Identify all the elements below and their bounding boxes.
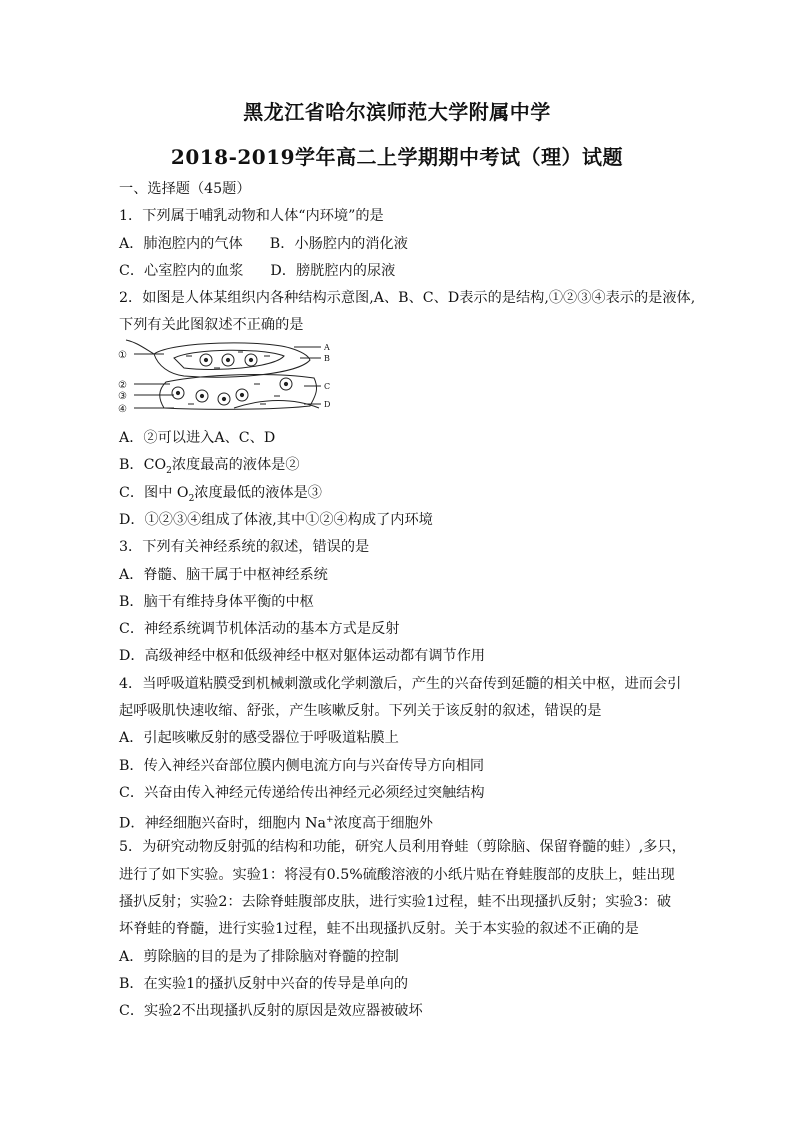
q5-option-c: C．实验2不出现搔扒反射的原因是效应器被破坏	[119, 1003, 423, 1019]
q4-stem-line2: 起呼吸肌快速收缩、舒张，产生咳嗽反射。下列关于该反射的叙述，错误的是	[119, 703, 602, 719]
q4-option-b: B．传入神经兴奋部位膜内侧电流方向与兴奋传导方向相同	[119, 758, 485, 774]
q3-stem: 3．下列有关神经系统的叙述，错误的是	[119, 539, 370, 555]
label-fluid-1: ①	[118, 350, 127, 361]
q3-option-d: D．高级神经中枢和低级神经中枢对躯体运动都有调节作用	[119, 648, 486, 664]
label-fluid-4: ④	[118, 404, 127, 415]
q2-option-d: D．①②③④组成了体液,其中①②④构成了内环境	[119, 512, 433, 528]
q3-option-a: A．脊髓、脑干属于中枢神经系统	[119, 567, 328, 583]
q2-option-a: A．②可以进入A、C、D	[119, 430, 276, 446]
label-structure-b: B	[324, 354, 330, 363]
q5-stem-line3: 搔扒反射；实验2：去除脊蛙腹部皮肤，进行实验1过程，蛙不出现搔扒反射；实验3：破	[119, 894, 672, 910]
q1-options-row2: C．心室腔内的血浆 D．膀胱腔内的尿液	[119, 263, 396, 279]
label-structure-c: C	[324, 382, 331, 391]
label-structure-d: D	[324, 400, 331, 409]
q2-option-c: C．图中 $O_2$浓度最低的液体是③	[119, 485, 322, 504]
q4-stem-line1: 4．当呼吸道粘膜受到机械刺激或化学刺激后，产生的兴奋传到延髓的相关中枢，进而会引	[119, 676, 682, 692]
label-fluid-3: ③	[118, 391, 127, 402]
q2-stem-line2: 下列有关此图叙述不正确的是	[119, 317, 304, 333]
q5-stem-line4: 坏脊蛙的脊髓，进行实验1过程，蛙不出现搔扒反射。关于本实验的叙述不正确的是	[119, 921, 639, 937]
vessel-a-outline	[154, 343, 310, 377]
q3-option-b: B．脑干有维持身体平衡的中枢	[119, 594, 314, 610]
label-fluid-2: ②	[118, 380, 127, 391]
leader-line-top	[126, 340, 154, 354]
q5-stem-line2: 进行了如下实验。实验1：将浸有0.5%硫酸溶液的小纸片贴在脊蛙腹部的皮肤上，蛙出现	[119, 867, 675, 883]
section-heading: 一、选择题（45题）	[119, 181, 251, 197]
tissue-structure-diagram	[114, 338, 344, 418]
label-structure-a: A	[324, 343, 330, 352]
q2-option-b: B．$CO_2$浓度最高的液体是②	[119, 457, 300, 476]
q3-option-c: C．神经系统调节机体活动的基本方式是反射	[119, 621, 400, 637]
q1-options-row1: A．肺泡腔内的气体 B．小肠腔内的消化液	[119, 236, 408, 252]
q5-stem-line1: 5．为研究动物反射弧的结构和功能，研究人员利用脊蛙（剪除脑、保留脊髓的蛙）,多只，	[119, 839, 686, 855]
q5-option-b: B．在实验1的搔扒反射中兴奋的传导是单向的	[119, 976, 409, 992]
q1-stem: 1．下列属于哺乳动物和人体“内环境”的是	[119, 208, 384, 224]
exam-title-line1: 黑龙江省哈尔滨师范大学附属中学	[243, 100, 551, 124]
q5-option-a: A．剪除脑的目的是为了排除脑对脊髓的控制	[119, 949, 399, 965]
exam-title-line2: 2018-2019学年高二上学期期中考试（理）试题	[170, 145, 624, 169]
q4-option-c: C．兴奋由传入神经元传递给传出神经元必须经过突触结构	[119, 785, 485, 801]
q4-option-d: D．神经细胞兴奋时，细胞内 Na+浓度高于细胞外	[119, 815, 433, 832]
tissue-c-outline	[160, 375, 317, 410]
q2-stem-line1: 2．如图是人体某组织内各种结构示意图,A、B、C、D表示的是结构,①②③④表示的是液体,	[119, 290, 696, 306]
q4-option-a: A．引起咳嗽反射的感受器位于呼吸道粘膜上	[119, 730, 399, 746]
